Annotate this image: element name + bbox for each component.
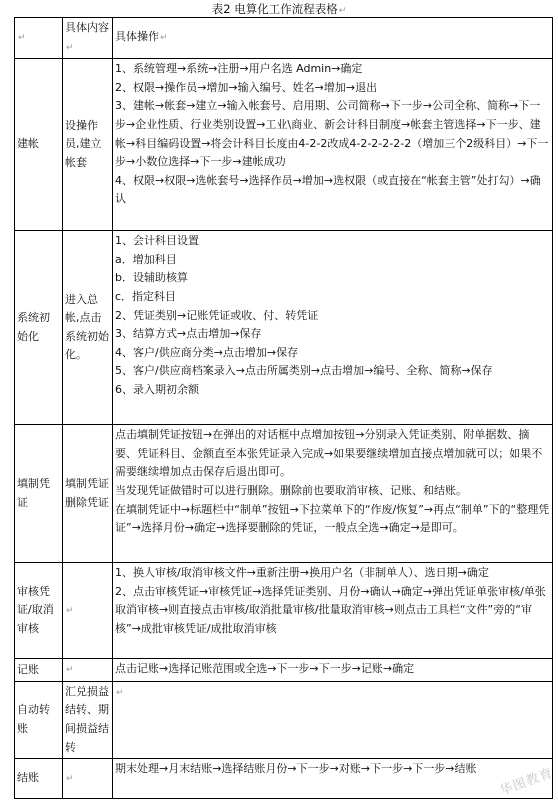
row-name: 记账 (15, 659, 63, 682)
table-row (15, 759, 553, 799)
operation-line: 4、权限→权限→选帐套号→选择作员→增加→选权限（或直接在“帐套主管”处打勾）→确认 (115, 173, 541, 206)
row-name: 结账 (15, 759, 63, 799)
operation-line: 1、换人审核/取消审核文件→重新注册→换用户名（非制单人）、选日期→确定 (115, 566, 489, 580)
operation-line: 3、结算方式→点击增加→保存 (115, 327, 262, 341)
operation-line: 6、录入期初余额 (115, 382, 199, 396)
header-operation: 具体操作↵ (113, 18, 553, 59)
row-name: 自动转账 (15, 681, 63, 758)
row-operations (113, 563, 553, 659)
row-content: ↵ (63, 759, 113, 799)
row-content: ↵ (63, 659, 113, 682)
row-content: ↵ (63, 563, 113, 659)
operation-line: 2、点击审核凭证→审核凭证→选择凭证类别、月份→确认→确定→弹出凭证单张审核/单张取消审核→则直接点击审核/取消批量审核/批量取消审核→则点击工具栏“文件”旁的“审核”→成批审核凭证/成批取消审核 (115, 584, 546, 635)
table-row (15, 59, 553, 231)
operation-line: 期末处理→月末结账→选择结账月份→下一步→对账→下一步→下一步→结账 (115, 762, 477, 776)
operation-line: c．指定科目 (115, 289, 177, 303)
operation-line: 3、建帐→帐套→建立→输入帐套号、启用期、公司简称→下一步→公司全称、简称→下一步→企业性质、行业类别设置→工业\商业、新会计科目制度→帐套主管选择→下一步、建帐→科目编码设置→将会计科目长度由4-2-2改成4-2-2-2-2-2（增加三个2级科目）→下一步→小数位选择→下一步→建帐成功 (115, 99, 549, 169)
row-operations (113, 59, 553, 231)
row-name: 建帐 (15, 59, 63, 231)
table-row (15, 425, 553, 563)
row-name: 审核凭证/取消审核 (15, 563, 63, 659)
operation-line: 在填制凭证中→标题栏中“制单”按钮→下拉菜单下的“作废/恢复”→再点“制单”下的“整理凭证”→选择月份→确定→选择要删除的凭证，一般点全选→确定→是即可。 (115, 502, 550, 535)
workflow-table (14, 17, 556, 800)
operation-line: a．增加科目 (115, 252, 177, 266)
table-row (15, 563, 553, 659)
operation-line: 2、凭证类别→记账凭证或收、付、转凭证 (115, 308, 319, 322)
operation-line: 2、权限→操作员→增加→输入编号、姓名→增加→退出 (115, 80, 378, 94)
operation-line: 1、会计科目设置 (115, 234, 199, 248)
table-row (15, 659, 553, 682)
header-content: 具体内容↵ (63, 18, 113, 59)
operation-line: 4、客户/供应商分类→点击增加→保存 (115, 345, 299, 359)
row-content: 汇兑损益结转、期间损益结转 (63, 681, 113, 758)
operation-line: 点击记账→选择记账范围或全选→下一步→下一步→记账→确定 (115, 662, 415, 676)
table-caption: 表2 电算化工作流程表格↵ (211, 2, 347, 16)
operation-line: 5、客户/供应商档案录入→点击所属类别→点击增加→编号、全称、简称→保存 (115, 364, 493, 378)
table-row (15, 231, 553, 425)
operation-line: 当发现凭证做错时可以进行删除。删除前也要取消审核、记账、和结账。 (115, 483, 467, 497)
row-name: 填制凭证 (15, 425, 63, 563)
header-cell-empty: ↵ (15, 18, 63, 59)
table-row (15, 681, 553, 758)
operation-line: b．设辅助核算 (115, 271, 188, 285)
operation-line: 1、系统管理→系统→注册→用户名选 Admin→确定 (115, 62, 363, 76)
row-operations (113, 231, 553, 425)
row-operations (113, 759, 556, 800)
row-content: 填制凭证 删除凭证 (63, 425, 113, 563)
row-operations (113, 659, 553, 682)
row-operations: ↵ (113, 681, 553, 758)
row-content: 进入总帐,点击系统初始化。 (63, 231, 113, 425)
row-name: 系统初始化 (15, 231, 63, 425)
row-operations (113, 425, 553, 563)
operation-line: 点击填制凭证按钮→在弹出的对话框中点增加按钮→分别录入凭证类别、附单据数、摘要、凭证科目、金额直至本张凭证录入完成→如果要继续增加直接点增加就可以；如果不需要继续增加点击保存后退出即可。 (115, 428, 543, 479)
watermark: 华图教育 (497, 765, 556, 800)
row-content: 设操作员,建立帐套 (63, 59, 113, 231)
header-row (15, 18, 553, 59)
